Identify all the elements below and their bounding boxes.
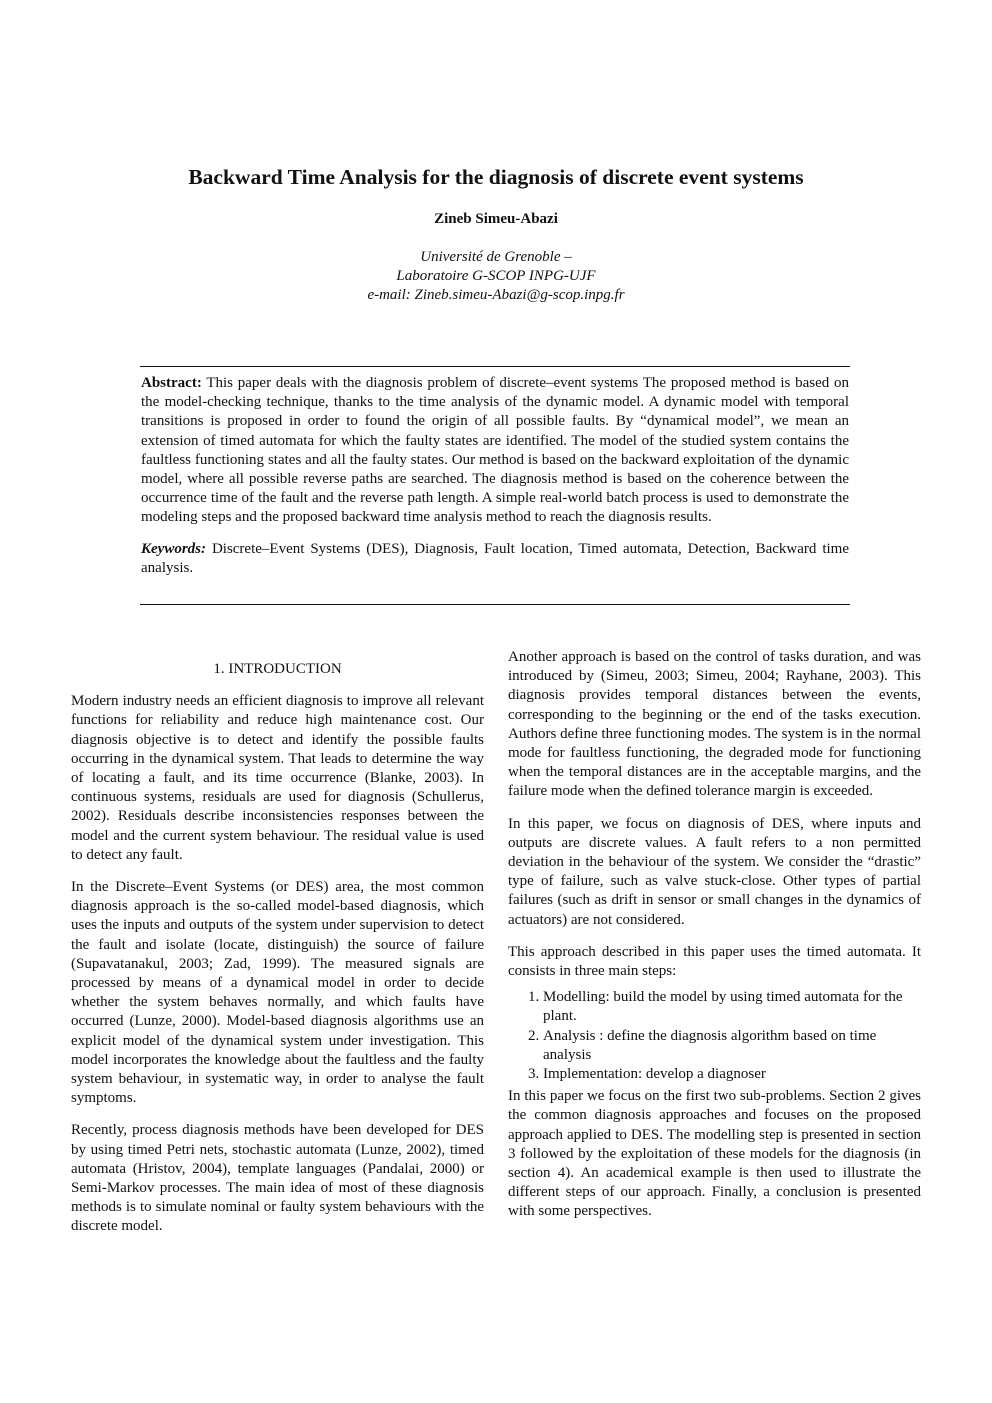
abstract-top-rule [140, 366, 850, 367]
body-paragraph: In this paper, we focus on diagnosis of DES, where inputs and outputs are discrete values. A fault refers to a non permitted deviation in the behaviour of the system. We consider the “drastic” type of failure, such as valve stuck-close. Other types of partial failures (such as drift in sensor or small changes in the dynamics of actuators) are not considered. [508, 815, 921, 928]
keywords-paragraph [141, 540, 849, 578]
keywords-text: Discrete–Event Systems (DES), Diagnosis, Fault location, Timed automata, Detection, Backward time analysis. [141, 540, 850, 576]
right-column [508, 648, 921, 1235]
body-paragraph: Another approach is based on the control of tasks duration, and was introduced by (Simeu, 2003; Simeu, 2004; Rayhane, 2003). This diagnosis provides temporal distances between the events, corresponding to the beginning or the end of the tasks execution. Authors define three functioning modes. The system is in the normal mode for faultless functioning, the degraded mode for functioning when the temporal distances are in the acceptable margins, and the failure mode when the defined tolerance margin is exceeded. [508, 649, 921, 800]
paper-title: Backward Time Analysis for the diagnosis of discrete event systems [188, 165, 804, 189]
abstract-bottom-rule [140, 604, 850, 605]
body-paragraph: Recently, process diagnosis methods have been developed for DES by using timed Petri nets, stochastic automata (Lunze, 2002), timed automata (Hristov, 2004), template languages (Pandalai, 2000) or Semi-Markov processes. The main idea of most of these diagnosis methods is to simulate nominal or faulty system behaviours with the discrete model. [71, 1122, 484, 1235]
steps-list [508, 988, 921, 1084]
list-item: 1. Modelling: build the model by using timed automata for the plant. [543, 988, 921, 1026]
list-item: 3. Implementation: develop a diagnoser [543, 1065, 921, 1084]
affiliation [0, 248, 992, 305]
affiliation-line: Université de Grenoble – [420, 249, 572, 265]
abstract-paragraph [141, 374, 849, 528]
body-paragraph: This approach described in this paper uses the timed automata. It consists in three main steps: [508, 943, 921, 980]
body-paragraph: In the Discrete–Event Systems (or DES) area, the most common diagnosis approach is the so-called model-based diagnosis, which uses the inputs and outputs of the system under supervision to detect the fault and isolate (locate, distinguish) the source of failure (Supavatanakul, 2003; Zad, 1999). The measured signals are processed by means of a dynamical model in order to decide whether the system behaves normally, and which faults have occurred (Lunze, 2000). Model-based diagnosis algorithms use an explicit model of the dynamical system under investigation. This model incorporates the knowledge about the faultless and the faulty system behaviour, in systematic way, in order to analyse the fault symptoms. [71, 879, 484, 1107]
author-name: Zineb Simeu-Abazi [434, 211, 558, 227]
abstract-text: This paper deals with the diagnosis problem of discrete–event systems The proposed method is based on the model-checking technique, thanks to the time analysis of the dynamic model. A dynamic model with temporal transitions is proposed in order to found the origin of all possible faults. By “dynamical model”, we mean an extension of timed automata for which the faulty states are identified. The model of the studied system contains the faultless functioning states and all the faulty states. Our method is based on the backward exploitation of the dynamic model, where all possible reverse paths are searched. The diagnosis method is based on the coherence between the occurrence time of the fault and the reverse path length. A simple real-world batch process is used to demonstrate the modeling steps and the proposed backward time analysis method to reach the diagnosis results. [141, 375, 849, 526]
section-heading: 1. INTRODUCTION [213, 661, 342, 677]
abstract-block [141, 374, 849, 578]
left-column [71, 660, 484, 1250]
abstract-label: Abstract: [141, 375, 202, 391]
keywords-label: Keywords: [141, 540, 206, 557]
affiliation-line: Laboratoire G-SCOP INPG-UJF [396, 268, 596, 284]
list-item: 2. Analysis : define the diagnosis algorithm based on time analysis [543, 1027, 921, 1065]
email-line: e-mail: Zineb.simeu-Abazi@g-scop.inpg.fr [367, 287, 625, 303]
body-paragraph: Modern industry needs an efficient diagnosis to improve all relevant functions for reliability and reduce high maintenance cost. Our diagnosis objective is to detect and identify the possible faults occurring in the dynamical system. That leads to determine the way of locating a fault, and its time occurrence (Blanke, 2003). In continuous systems, residuals are used for diagnosis (Schullerus, 2002). Residuals describe inconsistencies responses between the model and the current system behaviour. The residual value is used to detect any fault. [71, 693, 484, 863]
body-paragraph: In this paper we focus on the first two sub-problems. Section 2 gives the common diagnosis approaches and focuses on the proposed approach applied to DES. The modelling step is presented in section 3 followed by the exploitation of these models for the diagnosis (in section 4). An academical example is then used to illustrate the different steps of our approach. Finally, a conclusion is presented with some perspectives. [508, 1088, 921, 1220]
